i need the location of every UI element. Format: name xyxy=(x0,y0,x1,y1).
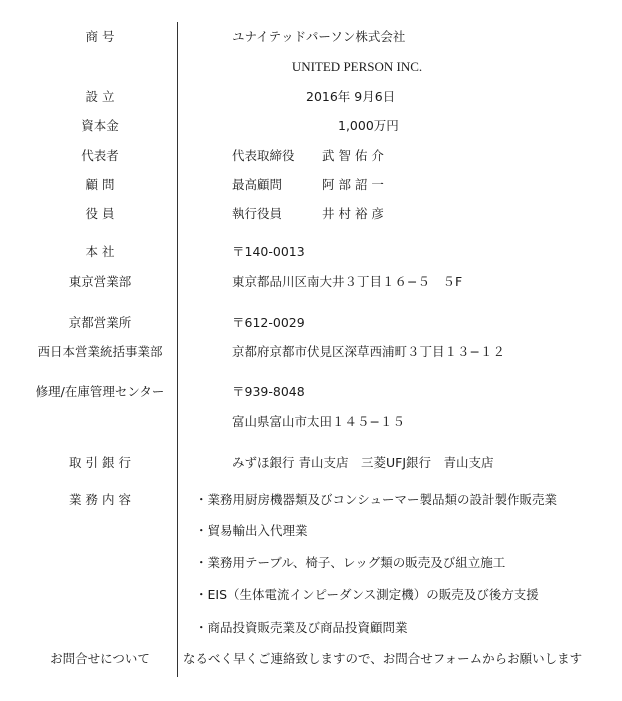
label-repair-center: 修理/在庫管理センター xyxy=(35,384,165,399)
established-date: 2016年 9月6日 xyxy=(306,89,396,104)
business-item: ・貿易輸出入代理業 xyxy=(195,523,308,538)
west-japan-office-address: 京都府京都市伏見区深草西浦町３丁目１３−１２ xyxy=(232,344,505,359)
label-established: 設 立 xyxy=(85,89,115,104)
label-business: 業 務 内 容 xyxy=(69,492,131,507)
repair-center-address: 富山県富山市太田１４５−１５ xyxy=(232,414,405,429)
company-name-en: UNITED PERSON INC. xyxy=(291,59,423,74)
banks-value: みずほ銀行 青山支店 三菱UFJ銀行 青山支店 xyxy=(232,455,494,470)
kyoto-office-postal: 〒612-0029 xyxy=(232,315,305,330)
label-advisor: 顧 問 xyxy=(85,177,115,192)
label-officer: 役 員 xyxy=(85,206,115,221)
label-inquiry: お問合せについて xyxy=(50,651,150,666)
label-tokyo-office: 東京営業部 xyxy=(68,274,132,289)
label-kyoto-office: 京都営業所 xyxy=(68,315,132,330)
label-capital: 資本金 xyxy=(81,118,119,133)
business-item: ・EIS（生体電流インピーダンス測定機）の販売及び後方支援 xyxy=(195,587,539,602)
advisor-name: 阿 部 詔 一 xyxy=(322,177,384,192)
repair-center-postal: 〒939-8048 xyxy=(232,384,305,399)
label-head-office: 本 社 xyxy=(85,244,115,259)
label-representative: 代表者 xyxy=(81,148,119,163)
representative-role: 代表取締役 xyxy=(232,148,295,163)
business-item: ・業務用テーブル、椅子、レッグ類の販売及び組立施工 xyxy=(195,555,506,570)
officer-name: 井 村 裕 彦 xyxy=(322,206,384,221)
capital-value: 1,000万円 xyxy=(338,118,399,133)
company-name-ja: ユナイテッドパーソン株式会社 xyxy=(232,29,406,44)
representative-name: 武 智 佑 介 xyxy=(322,148,384,163)
business-item: ・商品投資販売業及び商品投資顧問業 xyxy=(195,620,408,635)
label-banks: 取 引 銀 行 xyxy=(69,455,131,470)
column-divider xyxy=(177,22,178,677)
advisor-role: 最高顧問 xyxy=(232,177,283,192)
officer-role: 執行役員 xyxy=(232,206,283,221)
tokyo-office-address: 東京都品川区南大井３丁目１６−５ ５F xyxy=(232,274,463,289)
inquiry-text: なるべく早くご連絡致しますので、お問合せフォームからお願いします xyxy=(183,651,583,666)
business-item: ・業務用厨房機器類及びコンシューマー製品類の設計製作販売業 xyxy=(195,492,557,507)
label-company-name: 商 号 xyxy=(85,29,115,44)
label-west-japan-office: 西日本営業統括事業部 xyxy=(37,344,163,359)
head-office-postal: 〒140-0013 xyxy=(232,244,305,259)
